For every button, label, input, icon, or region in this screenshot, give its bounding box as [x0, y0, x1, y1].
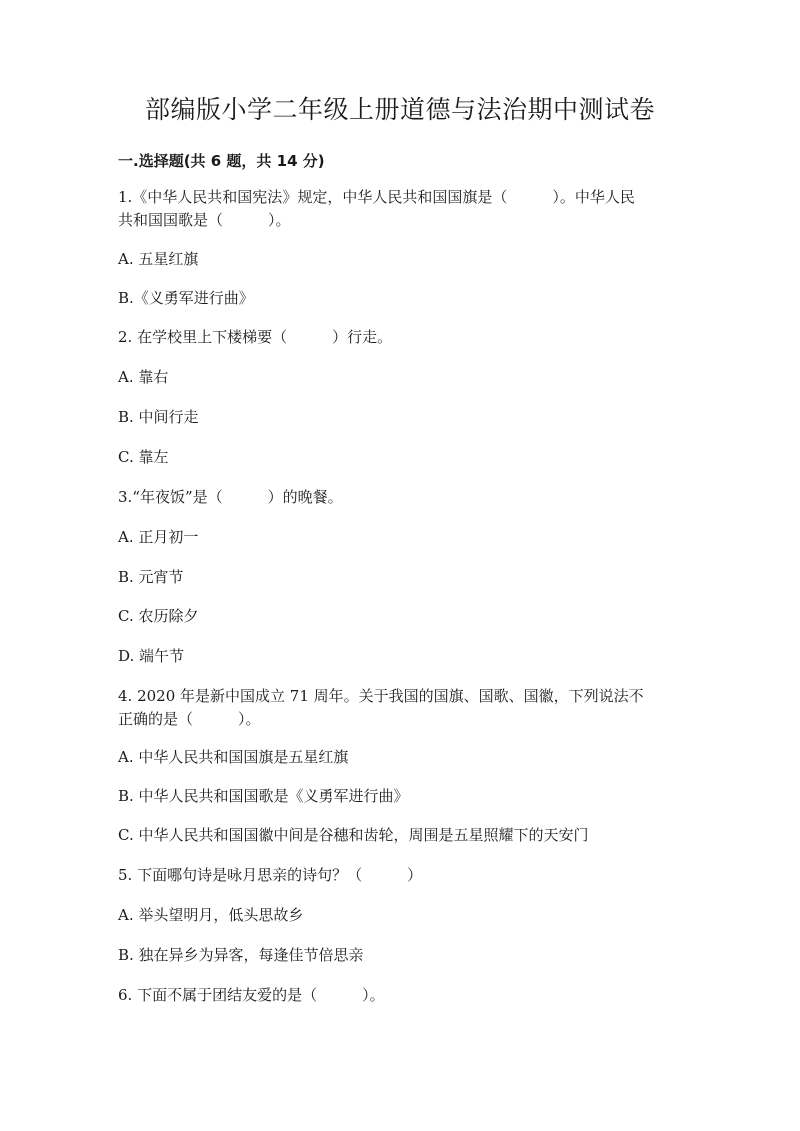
question-4-option-b: B. 中华人民共和国国歌是《义勇军进行曲》: [118, 787, 409, 805]
question-1-option-b: B.《义勇军进行曲》: [118, 289, 254, 307]
question-5-option-a: A. 举头望明月，低头思故乡: [118, 906, 304, 924]
section-heading: 一.选择题(共 6 题，共 14 分): [118, 152, 325, 170]
question-1-option-a: A. 五星红旗: [118, 250, 199, 268]
question-3-option-d: D. 端午节: [118, 647, 185, 665]
question-1-stem-line-1: 1.《中华人民共和国宪法》规定，中华人民共和国国旗是（ ）。中华人民: [118, 188, 635, 206]
question-5-option-b: B. 独在异乡为异客，每逢佳节倍思亲: [118, 946, 364, 964]
question-4-stem-line-2: 正确的是（ ）。: [118, 710, 261, 728]
question-6-stem: 6. 下面不属于团结友爱的是（ ）。: [118, 986, 385, 1004]
question-2-option-a: A. 靠右: [118, 368, 169, 386]
question-3-stem: 3.“年夜饭”是（ ）的晚餐。: [118, 488, 343, 506]
question-4-option-a: A. 中华人民共和国国旗是五星红旗: [118, 748, 349, 766]
question-4-option-c: C. 中华人民共和国国徽中间是谷穗和齿轮，周围是五星照耀下的天安门: [118, 826, 589, 844]
question-4-stem-line-1: 4. 2020 年是新中国成立 71 周年。关于我国的国旗、国歌、国徽，下列说法不: [118, 687, 644, 705]
question-1-stem-line-2: 共和国国歌是（ ）。: [118, 211, 291, 229]
question-2-option-c: C. 靠左: [118, 448, 169, 466]
question-2-option-b: B. 中间行走: [118, 408, 199, 426]
question-3-option-c: C. 农历除夕: [118, 607, 199, 625]
question-3-option-a: A. 正月初一: [118, 528, 199, 546]
question-5-stem: 5. 下面哪句诗是咏月思亲的诗句？（ ）: [118, 866, 423, 884]
question-2-stem: 2. 在学校里上下楼梯要（ ）行走。: [118, 328, 393, 346]
question-3-option-b: B. 元宵节: [118, 568, 184, 586]
page-title: 部编版小学二年级上册道德与法治期中测试卷: [144, 95, 655, 124]
